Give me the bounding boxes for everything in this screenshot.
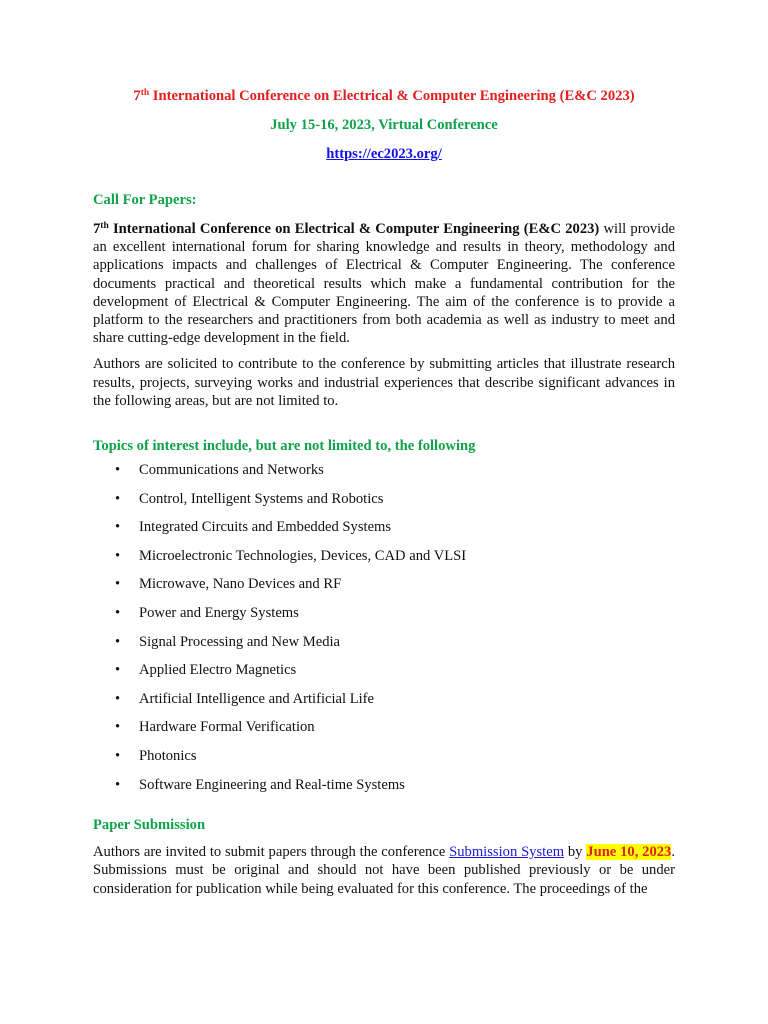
topic-label: Signal Processing and New Media bbox=[139, 633, 341, 650]
lead-conference-name: International Conference on Electrical & Computer Engineering (E&C 2023) bbox=[108, 221, 600, 237]
lead-ordinal-suffix: th bbox=[100, 221, 109, 231]
bullet-icon: • bbox=[115, 547, 121, 564]
list-item bbox=[93, 777, 675, 806]
bullet-icon: • bbox=[115, 690, 121, 707]
list-item bbox=[93, 491, 675, 520]
topic-label: Control, Intelligent Systems and Robotics bbox=[139, 490, 384, 507]
topic-label: Power and Energy Systems bbox=[139, 605, 299, 621]
intro-paragraph bbox=[93, 220, 675, 347]
document-page bbox=[93, 86, 675, 898]
submission-text-by: by bbox=[564, 844, 587, 861]
conference-url-line bbox=[93, 144, 675, 164]
intro-paragraph-text: will provide an excellent international forum for sharing knowledge and results in theory, methodology and applications impacts and challenges of Electrical & Computer Engineering. The conference documents practical and theoretical results which make a fundamental contribution for the development of Electrical & Computer Engineering. The aim of the conference is to provide a platform to the researchers and practitioners from both academia as well as industry to meet and share cutting-edge development in the field. bbox=[93, 221, 675, 347]
bullet-icon: • bbox=[115, 633, 121, 650]
solicitation-paragraph: Authors are solicited to contribute to the conference by submitting articles that illustrate research results, projects, surveying works and industrial experiences that describe significant advances in the following areas, but are not limited to. bbox=[93, 356, 675, 409]
topic-label: Hardware Formal Verification bbox=[139, 719, 315, 736]
paper-submission-heading: Paper Submission bbox=[93, 817, 206, 834]
title-ordinal-suffix: th bbox=[140, 88, 150, 98]
bullet-icon: • bbox=[115, 776, 121, 793]
list-item bbox=[93, 576, 675, 605]
bullet-icon: • bbox=[115, 462, 121, 479]
title-text: International Conference on Electrical & Computer Engineering (E&C 2023) bbox=[149, 88, 635, 104]
topic-label: Microwave, Nano Devices and RF bbox=[139, 576, 342, 593]
lead-ordinal-number: 7 bbox=[93, 221, 101, 237]
list-item bbox=[93, 462, 675, 491]
list-item bbox=[93, 719, 675, 748]
topic-label: Microelectronic Technologies, Devices, CAD and VLSI bbox=[139, 547, 467, 564]
topics-list bbox=[93, 462, 675, 805]
topic-label: Communications and Networks bbox=[139, 462, 324, 479]
submission-text-before: Authors are invited to submit papers through the conference bbox=[93, 844, 450, 861]
submission-paragraph bbox=[93, 843, 675, 898]
list-item bbox=[93, 634, 675, 663]
topic-label: Software Engineering and Real-time Systems bbox=[139, 776, 405, 793]
list-item bbox=[93, 519, 675, 548]
list-item bbox=[93, 605, 675, 634]
bullet-icon: • bbox=[115, 605, 121, 621]
list-item bbox=[93, 548, 675, 577]
bullet-icon: • bbox=[115, 519, 121, 536]
topic-label: Artificial Intelligence and Artificial Life bbox=[139, 690, 375, 707]
topic-label: Integrated Circuits and Embedded Systems bbox=[139, 519, 392, 536]
submission-deadline: June 10, 2023 bbox=[586, 844, 672, 861]
conference-dates: July 15-16, 2023, Virtual Conference bbox=[270, 117, 498, 133]
topic-label: Photonics bbox=[139, 747, 197, 764]
bullet-icon: • bbox=[115, 719, 121, 736]
call-for-papers-heading: Call For Papers: bbox=[93, 192, 197, 208]
topic-label: Applied Electro Magnetics bbox=[139, 662, 297, 679]
list-item bbox=[93, 691, 675, 720]
bullet-icon: • bbox=[115, 662, 121, 679]
bullet-icon: • bbox=[115, 490, 121, 507]
conference-url-link[interactable]: https://ec2023.org/ bbox=[326, 146, 442, 162]
submission-text-after: . Submissions must be original and should not have been published previously or be under consideration for publication while being evaluated for this conference. The proceedings of the bbox=[93, 844, 676, 897]
topics-heading: Topics of interest include, but are not limited to, the following bbox=[93, 438, 476, 455]
list-item bbox=[93, 748, 675, 777]
list-item bbox=[93, 662, 675, 691]
intro-lead-bold bbox=[93, 221, 599, 237]
bullet-icon: • bbox=[115, 576, 121, 593]
conference-title bbox=[93, 86, 675, 106]
submission-system-link[interactable]: Submission System bbox=[449, 844, 565, 861]
title-ordinal-number: 7 bbox=[133, 88, 141, 104]
bullet-icon: • bbox=[115, 747, 121, 764]
